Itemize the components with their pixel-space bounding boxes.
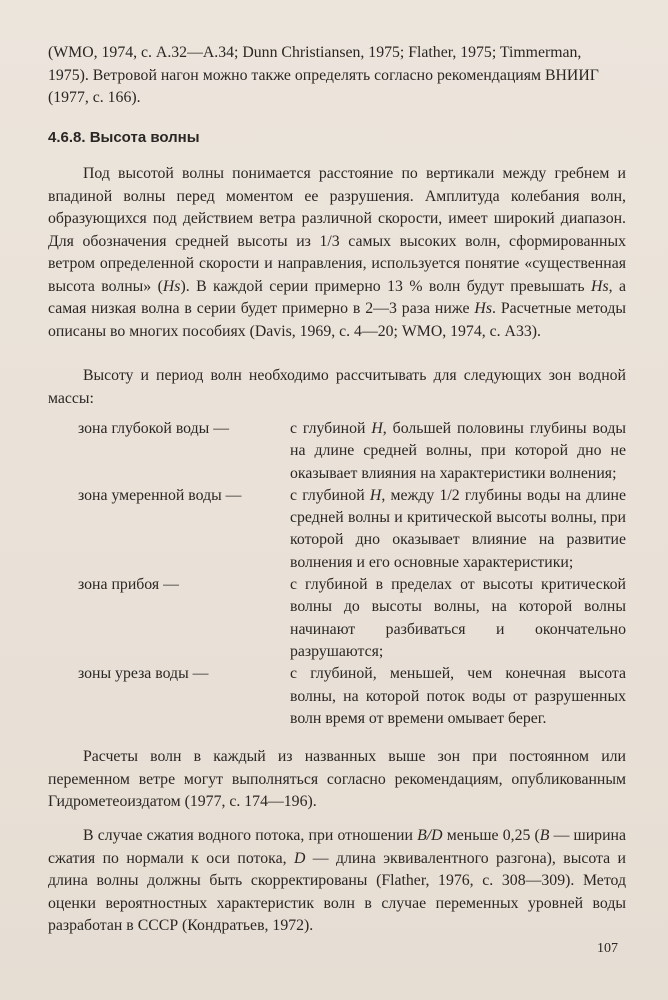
zone-desc-text: с глубиной в пределах от высоты критической волны до высоты волны, на которой волны начинают разбиваться и окончательно разрушаются; (290, 576, 626, 660)
p4-text-c: — ширина сжатия по нормали к оси потока, (48, 827, 626, 867)
p4-text-b: меньше 0,25 ( (442, 827, 540, 844)
zone-desc-text: с глубиной, меньшей, чем конечная высота волны, на которой поток воды от разрушенных волн время от времени омывает берег. (290, 665, 626, 727)
paragraph-calculations: Расчеты волн в каждый из названных выше зон при постоянном или переменном ветре могут выполняться согласно рекомендациям, опубликованным Гидрометеоиздатом (1977, с. 174—196). (48, 748, 626, 810)
b-over-d-ratio: B/D (417, 827, 443, 844)
p1-text-c: ). В каждой серии примерно 13 % волн будут превышать (180, 277, 592, 295)
p1-text-b: самых высоких волн, сформированных ветром определенной скорости и направления, используется понятие «существенная высота волны» ( (48, 232, 626, 295)
b-symbol: B (539, 827, 550, 844)
zone-term: зона глубокой воды — (78, 420, 230, 437)
paragraph-flow-contraction (48, 825, 626, 938)
zones-list (48, 418, 626, 730)
zone-item-swash (48, 663, 626, 730)
hs-symbol: Hs (162, 277, 181, 295)
section-heading: 4.6.8. Высота волны (48, 129, 200, 146)
zone-description (290, 418, 626, 485)
page-number: 107 (597, 941, 618, 956)
p1-text-d: , а самая низкая волна в серии будет примерно в 2—3 раза ниже (48, 277, 626, 317)
zone-desc-text: с глубиной (290, 486, 370, 504)
zone-description (290, 574, 626, 663)
zone-item-intermediate-water (48, 485, 626, 574)
one-third-fraction: 1/3 (319, 232, 340, 250)
p1-text-a: Под высотой волны понимается расстояние по вертикали между гребнем и впадиной волны перед моментом ее разрушения. Амплитуда колебания волн, образующихся под действием ветра различной скорости, имеет широкий диапазон. Для обозначения средней высоты из (48, 165, 626, 250)
zone-description (290, 485, 626, 574)
p4-text-d: — длина эквивалентного разгона), высота и длина волны должны быть скорректированы (Flather, 1976, с. 308—309). Метод оценки вероятностных характеристик волн в случае переменных уровней воды разработан в СССР (Кондратьев, 1972). (48, 849, 626, 934)
zone-term: зоны уреза воды — (78, 665, 209, 683)
zone-desc-text: , большей половины глубины воды на длине средней волны, при которой дно не оказывает влияния на характеристики волнения; (290, 420, 626, 482)
depth-symbol: H (369, 486, 382, 504)
hs-symbol: Hs (591, 277, 609, 295)
zone-desc-text: с глубиной (290, 420, 372, 437)
paragraph-zones-intro: Высоту и период волн необходимо рассчитывать для следующих зон водной массы: (48, 367, 626, 407)
hs-symbol: Hs (474, 300, 492, 317)
zone-item-deep-water (48, 418, 626, 485)
zone-term: зона прибоя — (78, 576, 179, 594)
paragraph-wave-height-definition (48, 163, 626, 343)
depth-symbol: H (371, 420, 383, 437)
zone-desc-text: , между 1/2 глубины воды на длине средней волны и критической высоты волны, при которой дно оказывает влияние на развитие волнения и его основные характеристики; (290, 486, 626, 571)
zone-item-surf (48, 574, 626, 663)
zone-term: зона умеренной воды — (78, 486, 242, 504)
p4-text-a: В случае сжатия водного потока, при отношении (83, 827, 418, 844)
zone-description (290, 663, 626, 730)
p1-text-e: . Расчетные методы описаны во многих пособиях (Davis, 1969, с. 4—20; WMO, 1974, с. А33). (48, 300, 626, 340)
intro-paragraph: (WMO, 1974, с. А.32—А.34; Dunn Christiansen, 1975; Flather, 1975; Timmerman, 1975). Ветровой нагон можно также определять согласно рекомендациям ВНИИГ (1977, с. 166). (48, 44, 599, 106)
d-symbol: D (293, 849, 306, 867)
